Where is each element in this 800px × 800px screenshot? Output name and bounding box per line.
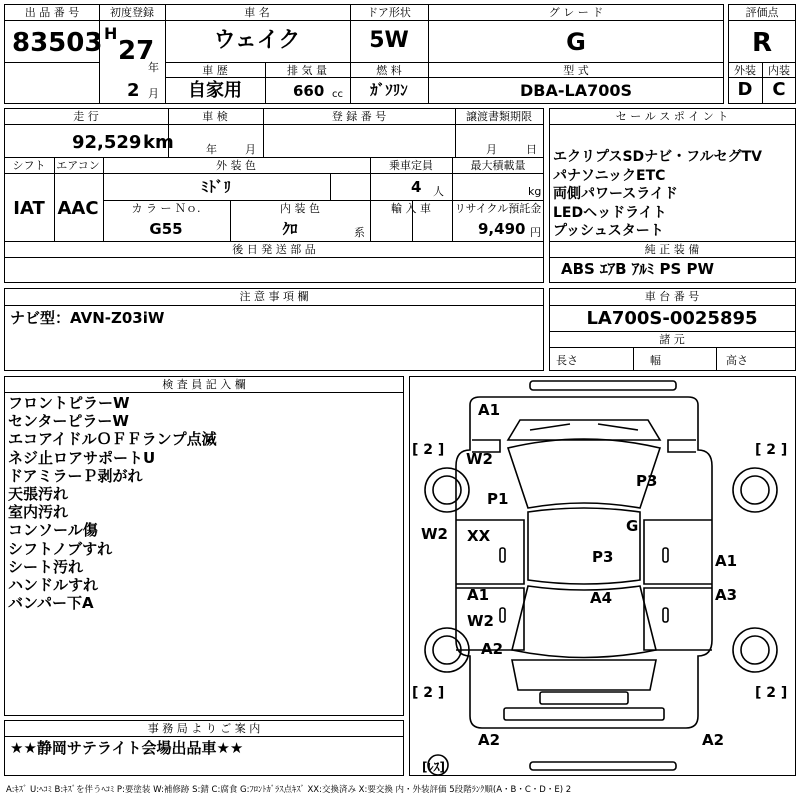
equipment-label: 純 正 装 備 bbox=[644, 243, 700, 256]
fuel-label: 燃 料 bbox=[376, 64, 402, 77]
mileage-unit: km bbox=[143, 132, 174, 153]
sales-points bbox=[553, 148, 762, 241]
mark-roof-p3: P3 bbox=[636, 472, 658, 490]
door-value: 5W bbox=[369, 28, 409, 53]
inspection-year-unit: 年 bbox=[206, 143, 217, 156]
history-label: 車 歴 bbox=[202, 64, 228, 77]
mark-left-pillar: P1 bbox=[487, 490, 509, 508]
score-value: R bbox=[751, 28, 773, 58]
mileage-value: 92,529 bbox=[72, 132, 142, 153]
sales-point: 両側パワースライド bbox=[553, 186, 678, 203]
month-unit: 月 bbox=[148, 87, 159, 100]
mark-rear-bumper-left: A2 bbox=[478, 731, 501, 749]
fuel-value: ｶﾞｿﾘﾝ bbox=[370, 81, 408, 99]
displacement-unit: cc bbox=[332, 89, 343, 100]
mark-left-side-edge: W2 bbox=[421, 525, 448, 543]
inspector-item: エコアイドルＯＦＦランプ点滅 bbox=[8, 430, 217, 449]
month-value: 2 bbox=[127, 80, 140, 101]
color-no-label: カ ラ ー Ｎｏ. bbox=[131, 202, 201, 215]
transfer-month-unit: 月 bbox=[486, 143, 497, 156]
car-name-label: 車 名 bbox=[244, 6, 270, 19]
car-name: ウェイク bbox=[213, 28, 301, 53]
exterior-label: 外装 bbox=[734, 64, 756, 77]
inspector-item: コンソール傷 bbox=[8, 521, 98, 540]
year-value: 27 bbox=[118, 36, 155, 66]
inspector-item: 室内汚れ bbox=[8, 503, 69, 522]
history-value: 自家用 bbox=[188, 80, 242, 101]
mark-left-front-door: XX bbox=[467, 527, 491, 545]
capacity-unit: 人 bbox=[433, 185, 444, 198]
car-diagram bbox=[409, 376, 796, 776]
lot-number: 83503 bbox=[12, 28, 103, 58]
aircon-label: エアコン bbox=[56, 159, 100, 172]
mark-rear-bumper-right: A2 bbox=[702, 731, 725, 749]
inspection-month-unit: 月 bbox=[245, 143, 256, 156]
ext-color-value: ﾐﾄﾞﾘ bbox=[200, 178, 232, 196]
spare-label: [ﾚｽ] bbox=[422, 760, 445, 774]
model-value: DBA-LA700S bbox=[520, 81, 632, 100]
max-load-label: 最大積載量 bbox=[470, 159, 526, 172]
grade-label: グ レ ー ド bbox=[548, 6, 604, 19]
notes-label: 注 意 事 項 欄 bbox=[239, 290, 309, 303]
exterior-score: D bbox=[737, 79, 753, 100]
year-unit: 年 bbox=[148, 61, 159, 74]
inspector-item: ドアミラーＰ剥がれ bbox=[8, 466, 143, 485]
color-no-value: G55 bbox=[149, 220, 183, 238]
tire-rear-left: [ 2 ] bbox=[412, 685, 445, 701]
mark-roof-center-p3: P3 bbox=[592, 548, 614, 566]
interior-label: 内装 bbox=[768, 64, 790, 77]
mark-windshield-g: G bbox=[626, 517, 639, 535]
inspector-item: フロントピラーW bbox=[8, 394, 130, 412]
aircon-value: AAC bbox=[57, 198, 99, 219]
inspector-item: シート汚れ bbox=[8, 557, 84, 576]
int-color-value: ｸﾛ bbox=[282, 220, 298, 238]
specs-label: 諸 元 bbox=[659, 333, 685, 346]
inspector-item: 天張汚れ bbox=[8, 485, 69, 504]
inspector-item: バンパー下A bbox=[8, 594, 94, 613]
int-color-label: 内 装 色 bbox=[280, 202, 320, 215]
recycle-label: リサイクル預託金 bbox=[454, 202, 542, 215]
tire-rear-right: [ 2 ] bbox=[755, 685, 788, 701]
tire-front-left: [ 2 ] bbox=[412, 442, 445, 458]
mark-roof-a4: A4 bbox=[590, 589, 613, 607]
equipment-value: ABS ｴｱB ｱﾙﾐ PS PW bbox=[561, 260, 715, 278]
max-load-unit: kg bbox=[528, 185, 542, 198]
grade-value: G bbox=[566, 28, 586, 56]
mark-left-rear-fender: A2 bbox=[481, 640, 504, 658]
width-label: 幅 bbox=[650, 354, 661, 367]
legend: A:ｷｽﾞ U:ﾍｺﾐ B:ｷｽﾞを伴うﾍｺﾐ P:要塗装 W:補修跡 S:錆 C:腐食 G:ﾌﾛﾝﾄｶﾞﾗｽ点ｷｽﾞ XX:交換済み X:要交換 内・外装評価 5段階ﾗﾝｸ順(A・B・C・D・E) 2 bbox=[6, 785, 572, 795]
mark-left-rear-door-a: A1 bbox=[467, 586, 490, 604]
sales-point: パナソニックETC bbox=[553, 167, 666, 184]
mileage-label: 走 行 bbox=[73, 110, 99, 123]
transfer-label: 譲渡書類期限 bbox=[466, 110, 532, 123]
displacement-label: 排 気 量 bbox=[287, 64, 327, 77]
mark-right-door-a1: A1 bbox=[715, 552, 738, 570]
mark-left-rear-door-w: W2 bbox=[467, 612, 494, 630]
capacity-value: 4 bbox=[411, 178, 422, 196]
capacity-label: 乗車定員 bbox=[389, 159, 433, 172]
recycle-unit: 円 bbox=[530, 226, 541, 239]
shift-value: IAT bbox=[13, 198, 45, 219]
office-label: 事 務 局 よ り ご 案 内 bbox=[147, 722, 261, 735]
displacement-value: 660 bbox=[293, 82, 325, 100]
inspector-item: ネジ止ロアサポートU bbox=[8, 448, 156, 467]
transfer-day-unit: 日 bbox=[526, 143, 537, 156]
inspector-item: ハンドルすれ bbox=[8, 576, 99, 595]
sales-point: エクリプスSDナビ・フルセグTV bbox=[553, 149, 762, 165]
door-label: ドア形状 bbox=[367, 6, 411, 19]
ext-color-label: 外 装 色 bbox=[216, 159, 256, 172]
mark-right-rear-a3: A3 bbox=[715, 586, 738, 604]
model-label: 型 式 bbox=[563, 64, 589, 77]
length-label: 長さ bbox=[556, 354, 578, 367]
office-value: ★★静岡サテライト会場出品車★★ bbox=[10, 739, 244, 757]
recycle-value: 9,490 bbox=[478, 220, 526, 238]
sales-point: プッシュスタート bbox=[553, 223, 664, 240]
inspector-item: センターピラーW bbox=[8, 412, 129, 431]
inspection-label: 車 検 bbox=[202, 110, 228, 123]
sales-label: セ ー ル ス ポ イ ン ト bbox=[615, 110, 729, 123]
notes-value: ナビ型：AVN-Z03iW bbox=[10, 309, 165, 327]
int-color-unit: 系 bbox=[354, 226, 365, 239]
shift-label: シフト bbox=[12, 159, 46, 172]
inspector-item: シフトノブすれ bbox=[8, 539, 113, 558]
chassis-label: 車 台 番 号 bbox=[644, 290, 700, 303]
chassis-value: LA700S-0025895 bbox=[586, 308, 758, 329]
reg-no-label: 登 録 番 号 bbox=[331, 110, 387, 123]
inspector-label: 検 査 員 記 入 欄 bbox=[162, 378, 246, 391]
lot-label: 出 品 番 号 bbox=[24, 6, 80, 19]
import-label: 輸 入 車 bbox=[391, 202, 431, 215]
first-reg-label: 初度登録 bbox=[110, 6, 154, 19]
mark-left-fender: W2 bbox=[466, 450, 493, 468]
mark-front-bumper: A1 bbox=[478, 401, 501, 419]
interior-score: C bbox=[772, 79, 786, 100]
tire-front-right: [ 2 ] bbox=[755, 442, 788, 458]
height-label: 高さ bbox=[726, 354, 748, 367]
later-parts-label: 後 日 発 送 部 品 bbox=[232, 243, 316, 256]
era-letter: H bbox=[104, 24, 118, 43]
inspector-items bbox=[8, 394, 217, 612]
score-label: 評価点 bbox=[745, 6, 779, 19]
sales-point: LEDヘッドライト bbox=[553, 204, 667, 221]
